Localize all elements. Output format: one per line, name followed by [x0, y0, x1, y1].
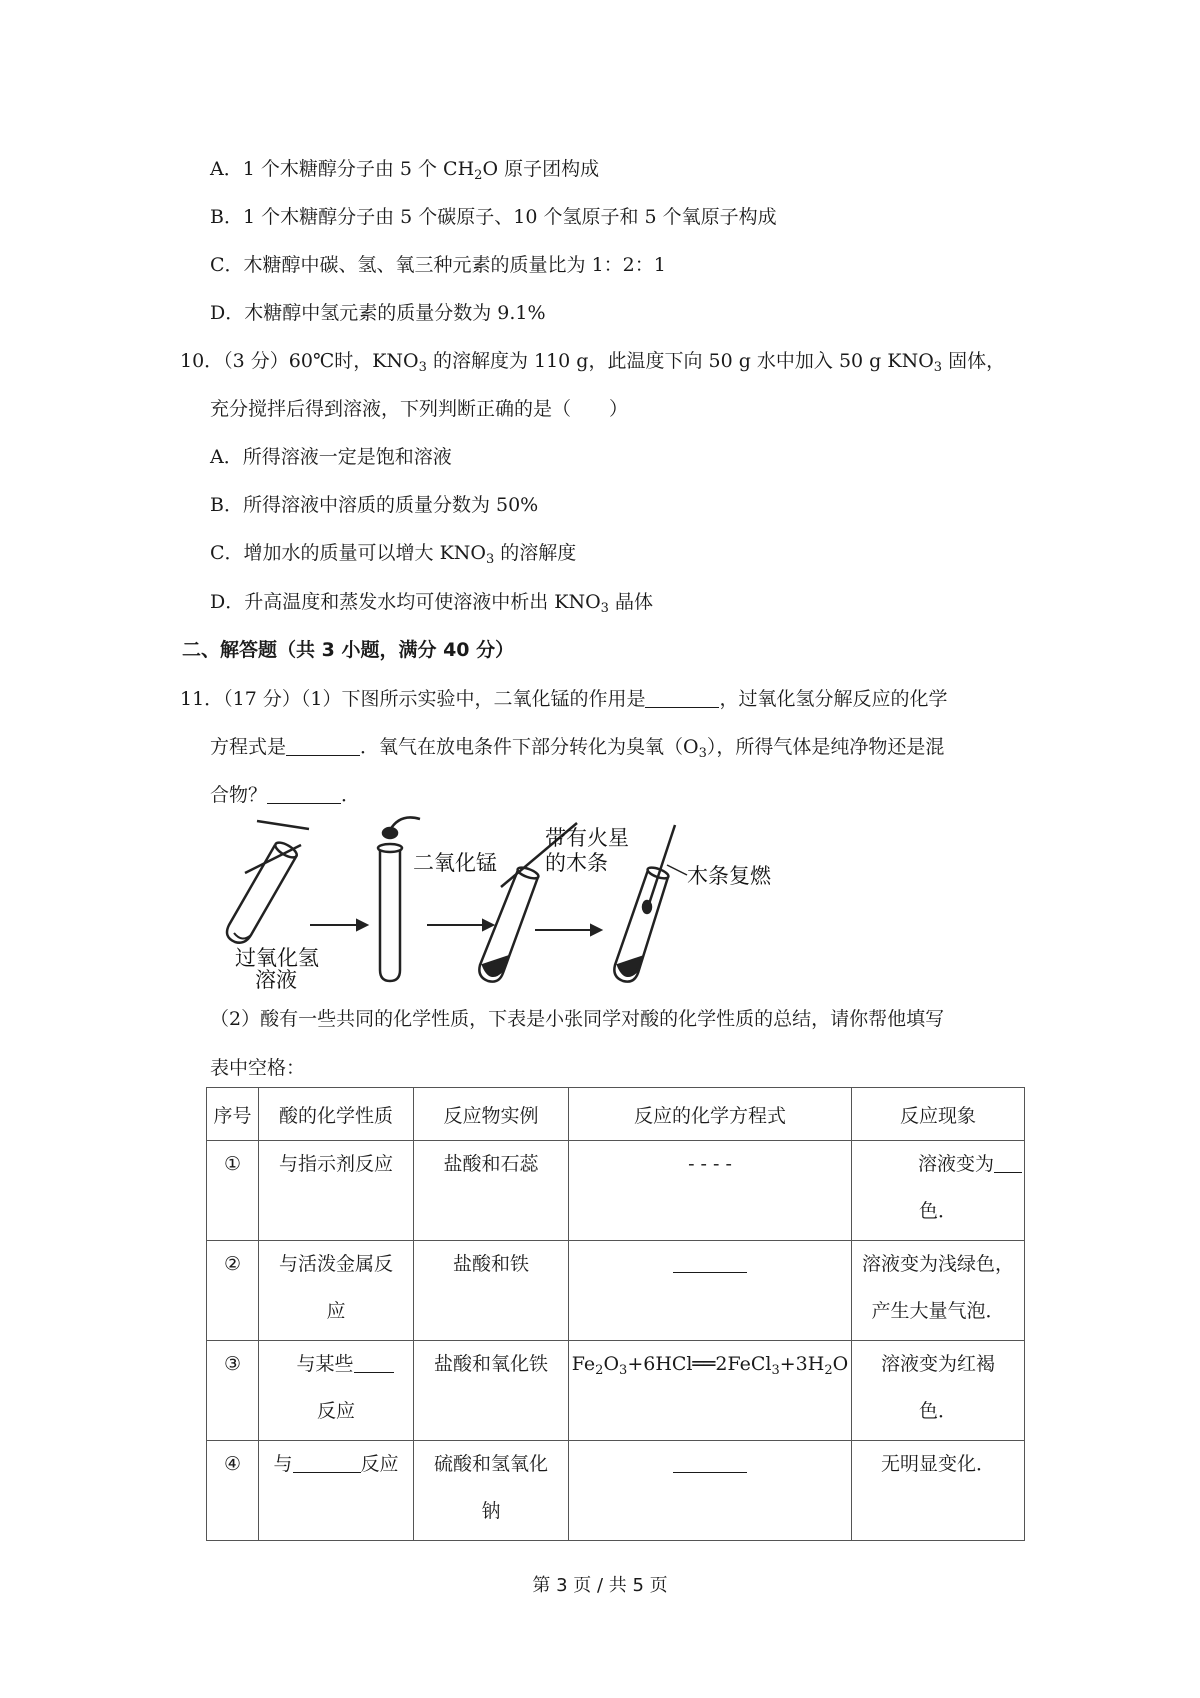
experiment-diagram [205, 815, 830, 990]
answer-blank[interactable] [645, 687, 719, 708]
label-splint-line2: 的木条 [545, 851, 608, 875]
row-number: ② [207, 1241, 259, 1341]
table-row [207, 1441, 1025, 1541]
q9-option-a: A．1 个木糖醇分子由 5 个 $CH_2O$ 原子团构成 [210, 158, 600, 183]
row-property: 与活泼金属反 应 [259, 1241, 414, 1341]
answer-blank[interactable] [267, 783, 341, 804]
answer-blank[interactable] [673, 1452, 747, 1473]
row-equation [569, 1441, 852, 1541]
tube-1-tilted [227, 821, 309, 943]
q10-stem-line2: 充分搅拌后得到溶液，下列判断正确的是（ ） [210, 398, 629, 420]
q9-option-d: D．木糖醇中氢元素的质量分数为 9.1% [210, 302, 546, 324]
label-mno2: 二氧化锰 [413, 851, 497, 875]
row-property: 与 反应 [259, 1441, 414, 1541]
row-phenomenon: 溶液变为红褐 色． [852, 1341, 1025, 1441]
q9-option-b: B．1 个木糖醇分子由 5 个碳原子、10 个氢原子和 5 个氧原子构成 [210, 206, 777, 228]
q10-option-d: D．升高温度和蒸发水均可使溶液中析出 $KNO_3$ 晶体 [210, 591, 653, 616]
row-number: ① [207, 1141, 259, 1241]
table-row [207, 1141, 1025, 1241]
row-property: 与某些 反应 [259, 1341, 414, 1441]
tube-2-upright [378, 817, 420, 981]
row-property: 与指示剂反应 [259, 1141, 414, 1241]
q11-line3: 合物？ ． [210, 784, 361, 806]
q10-option-b: B．所得溶液中溶质的质量分数为 50% [210, 494, 539, 516]
row-reactant: 盐酸和石蕊 [414, 1141, 569, 1241]
q10-stem-line1: 10．（3 分）60℃时，$KNO_3$ 的溶解度为 110 g，此温度下向 50 g 水中加入 50 g $KNO_3$ 固体， [180, 350, 1006, 375]
row-reactant: 盐酸和铁 [414, 1241, 569, 1341]
answer-blank[interactable] [673, 1252, 747, 1273]
label-h2o2-line2: 溶液 [255, 968, 297, 990]
answer-blank[interactable] [293, 1452, 361, 1473]
header-equation: 反应的化学方程式 [569, 1088, 852, 1141]
row-phenomenon: 溶液变为浅绿色， 产生大量气泡． [852, 1241, 1025, 1341]
row-reactant: 盐酸和氧化铁 [414, 1341, 569, 1441]
q11-line1: 11．（17 分）（1）下图所示实验中，二氧化锰的作用是 ，过氧化氢分解反应的化学 [180, 688, 948, 710]
arrow-2 [427, 920, 493, 930]
row-equation: - - - - [569, 1141, 852, 1241]
header-phenomenon: 反应现象 [852, 1088, 1025, 1141]
q10-option-a: A．所得溶液一定是饱和溶液 [210, 446, 452, 468]
row-reactant: 硫酸和氢氧化 钠 [414, 1441, 569, 1541]
q11-part2-line1: （2）酸有一些共同的化学性质，下表是小张同学对酸的化学性质的总结，请你帮他填写 [210, 1008, 945, 1030]
q10-option-c: C．增加水的质量可以增大 $KNO_3$ 的溶解度 [210, 542, 577, 567]
answer-blank[interactable] [286, 735, 360, 756]
page-footer: 第 3 页 / 共 5 页 [532, 1575, 668, 1596]
row-phenomenon: 溶液变为 色． [852, 1141, 1025, 1241]
q9-option-c: C．木糖醇中碳、氢、氧三种元素的质量比为 1：2：1 [210, 254, 666, 276]
label-h2o2-line1: 过氧化氢 [235, 946, 319, 970]
row-number: ④ [207, 1441, 259, 1541]
arrow-1 [310, 920, 367, 930]
row-number: ③ [207, 1341, 259, 1441]
pointer-line [667, 865, 687, 875]
q11-part2-line2: 表中空格： [210, 1057, 306, 1079]
acid-properties-table [206, 1087, 1025, 1541]
table-header-row [207, 1088, 1025, 1141]
header-reactant: 反应物实例 [414, 1088, 569, 1141]
header-no: 序号 [207, 1088, 259, 1141]
row-equation [569, 1241, 852, 1341]
row-phenomenon: 无明显变化． [852, 1441, 1025, 1541]
arrow-3 [535, 925, 601, 935]
answer-blank[interactable] [994, 1152, 1022, 1173]
row-equation: $Fe_2O_3+6HCl══2FeCl_3+3H_2O$ [569, 1341, 852, 1441]
table-row [207, 1341, 1025, 1441]
label-relight: 木条复燃 [687, 864, 771, 888]
table-row [207, 1241, 1025, 1341]
q11-line2: 方程式是 ．氧气在放电条件下部分转化为臭氧$(O_3)$，所得气体是纯净物还是混 [210, 736, 945, 761]
section-title: 二、解答题（共 3 小题，满分 40 分） [182, 639, 515, 661]
label-splint-line1: 带有火星 [545, 826, 629, 850]
header-property: 酸的化学性质 [259, 1088, 414, 1141]
answer-blank[interactable] [354, 1352, 394, 1373]
